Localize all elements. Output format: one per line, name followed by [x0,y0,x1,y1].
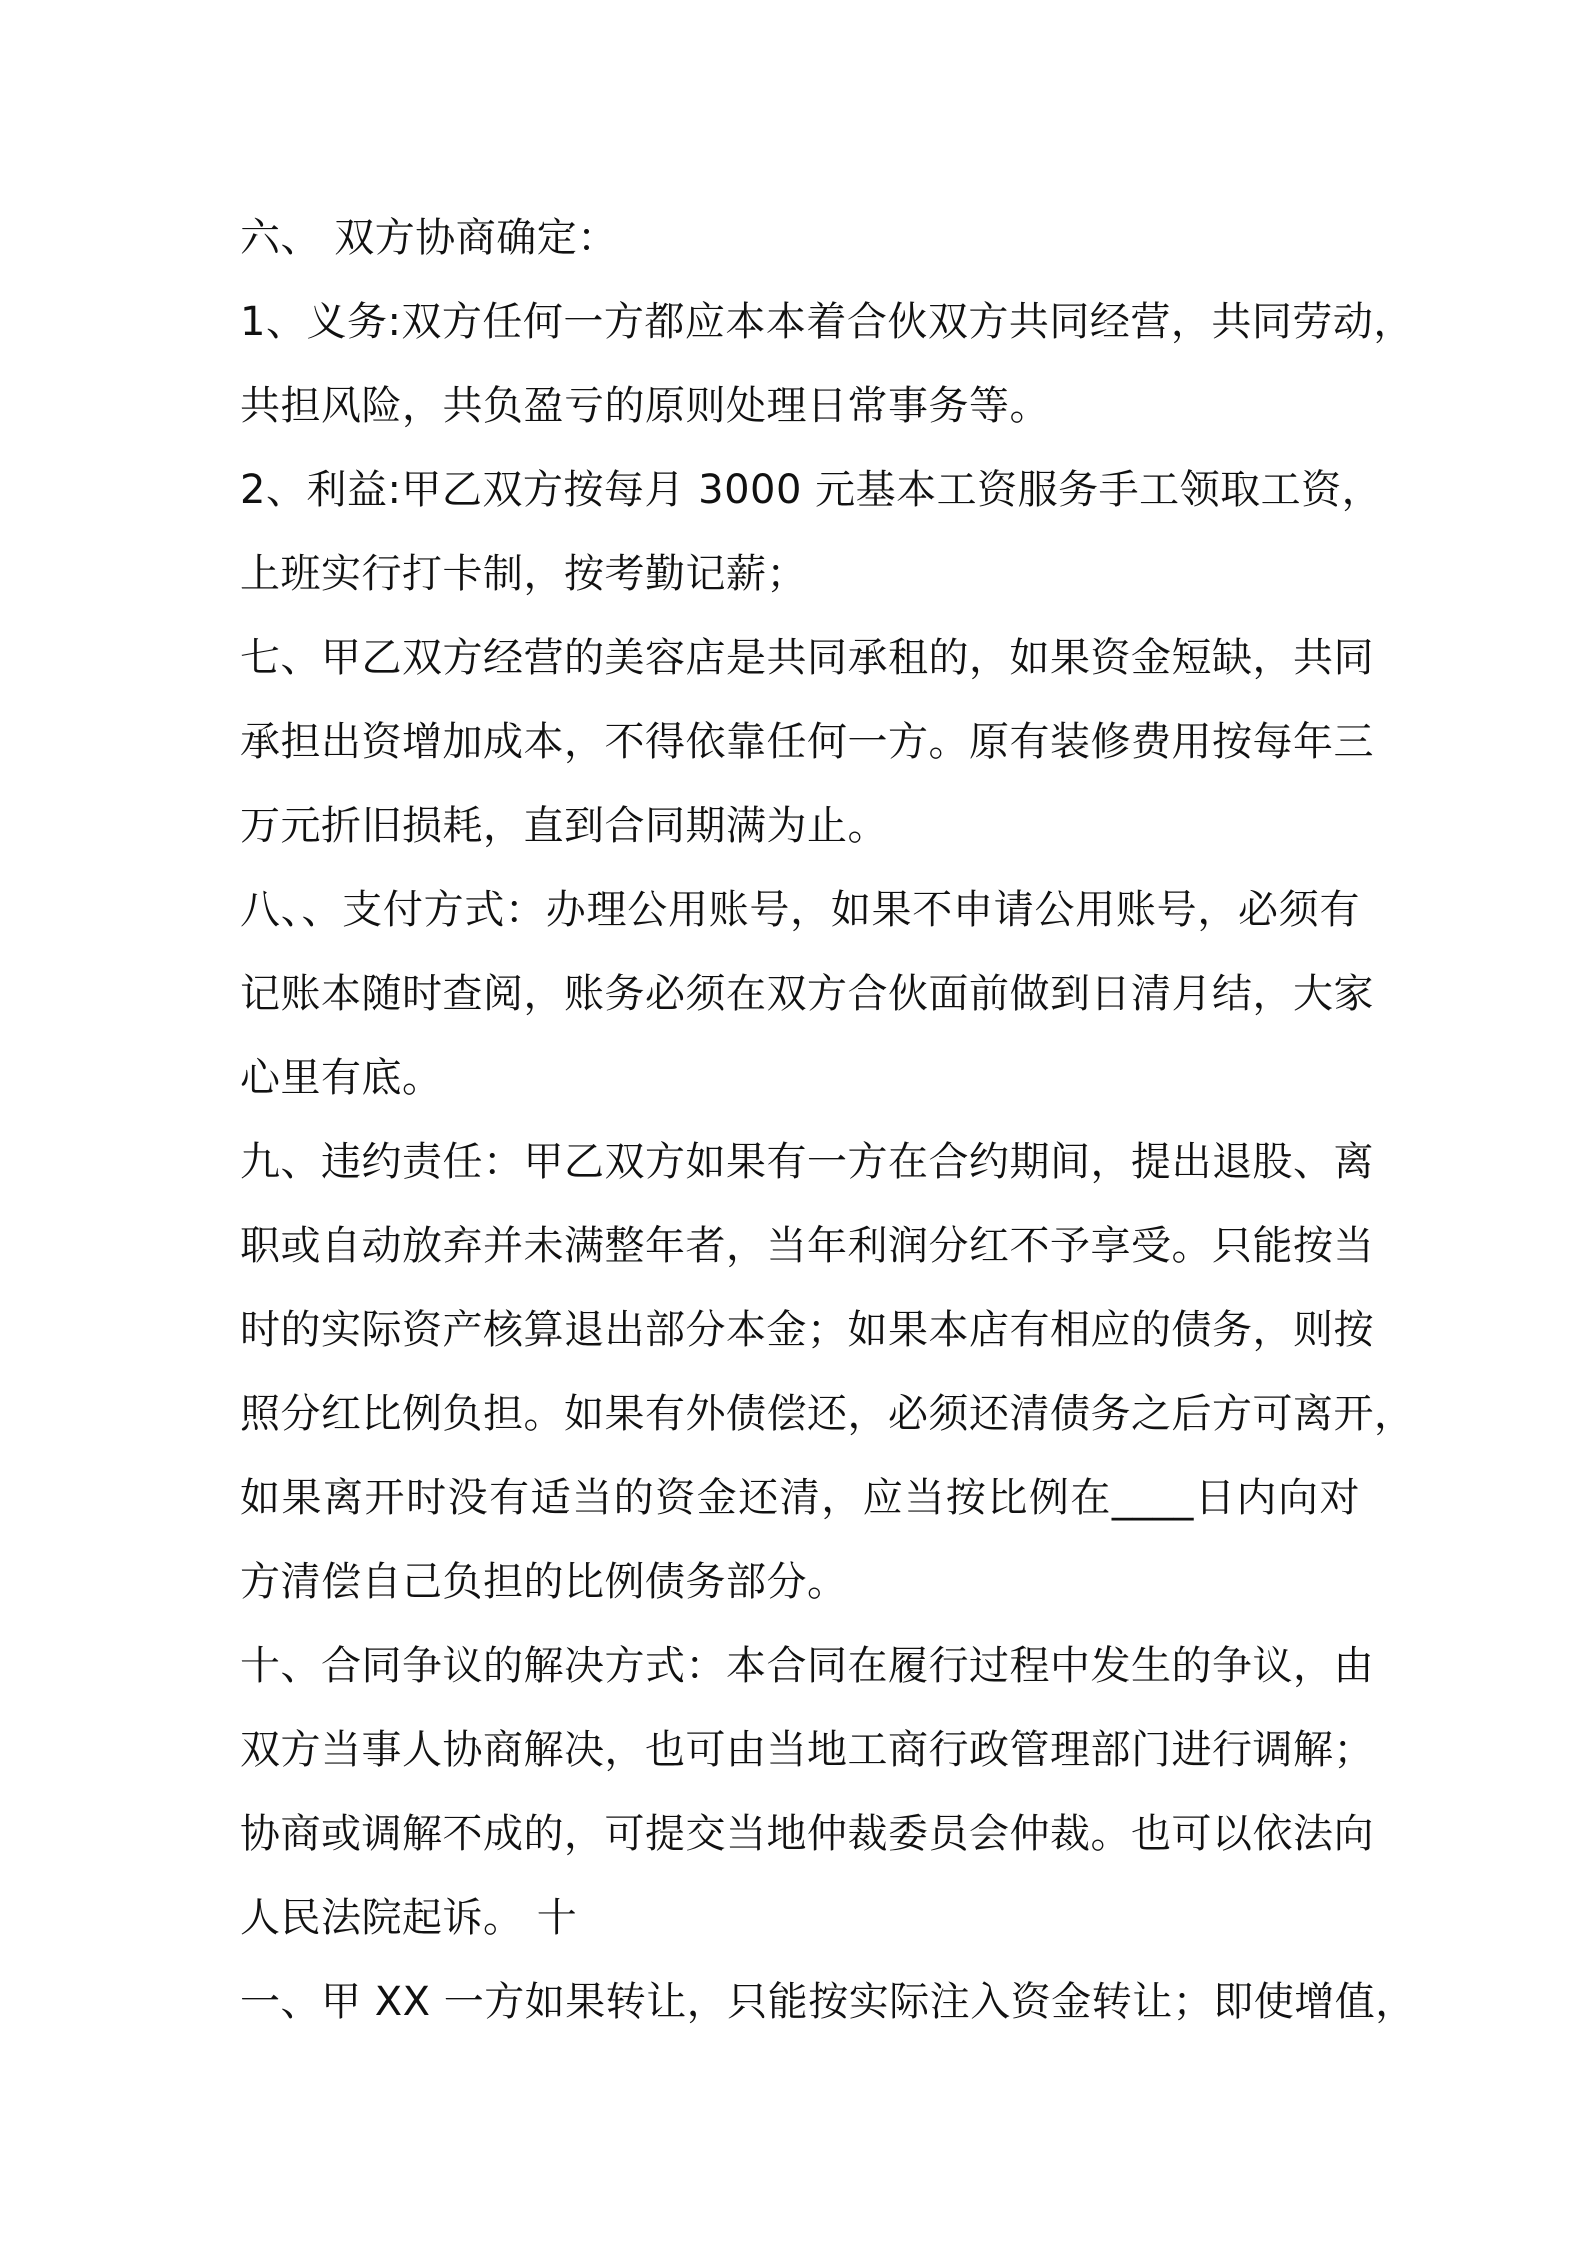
text-line: 协商或调解不成的，可提交当地仲裁委员会仲裁。也可以依法向 [240,1811,1374,1857]
text-line: 如果离开时没有适当的资金还清，应当按比例在____日内向对 [240,1475,1360,1521]
text-line: 记账本随时查阅，账务必须在双方合伙面前做到日清月结，大家 [240,971,1374,1017]
text-line: 十、合同争议的解决方式：本合同在履行过程中发生的争议，由 [240,1643,1374,1689]
text-line: 方清偿自己负担的比例债务部分。 [240,1559,848,1605]
text-line: 八、、支付方式：办理公用账号，如果不申请公用账号，必须有 [240,887,1360,933]
text-line: 上班实行打卡制，按考勤记薪； [240,551,807,597]
text-line: 九、违约责任：甲乙双方如果有一方在合约期间，提出退股、离 [240,1139,1374,1185]
text-line: 双方当事人协商解决，也可由当地工商行政管理部门进行调解； [240,1727,1374,1773]
text-line: 人民法院起诉。 十 [240,1895,578,1941]
section-heading-six: 六、 双方协商确定： [240,215,618,261]
text-line: 1、义务:双方任何一方都应本本着合伙双方共同经营，共同劳动， [240,299,1414,345]
text-line: 职或自动放弃并未满整年者，当年利润分红不予享受。只能按当 [240,1223,1374,1269]
text-line: 一、甲 XX 一方如果转让，只能按实际注入资金转让；即使增值， [240,1979,1416,2025]
text-line: 2、利益:甲乙双方按每月 3000 元基本工资服务手工领取工资， [240,467,1383,513]
text-line: 心里有底。 [240,1055,443,1101]
text-line: 时的实际资产核算退出部分本金；如果本店有相应的债务，则按 [240,1307,1374,1353]
text-line: 承担出资增加成本，不得依靠任何一方。原有装修费用按每年三 [240,719,1374,765]
text-line: 共担风险，共负盈亏的原则处理日常事务等。 [240,383,1050,429]
text-line: 万元折旧损耗，直到合同期满为止。 [240,803,888,849]
text-line: 照分红比例负担。如果有外债偿还，必须还清债务之后方可离开， [240,1391,1415,1437]
document-body [240,196,1416,2044]
text-line: 七、甲乙双方经营的美容店是共同承租的，如果资金短缺，共同 [240,635,1374,681]
